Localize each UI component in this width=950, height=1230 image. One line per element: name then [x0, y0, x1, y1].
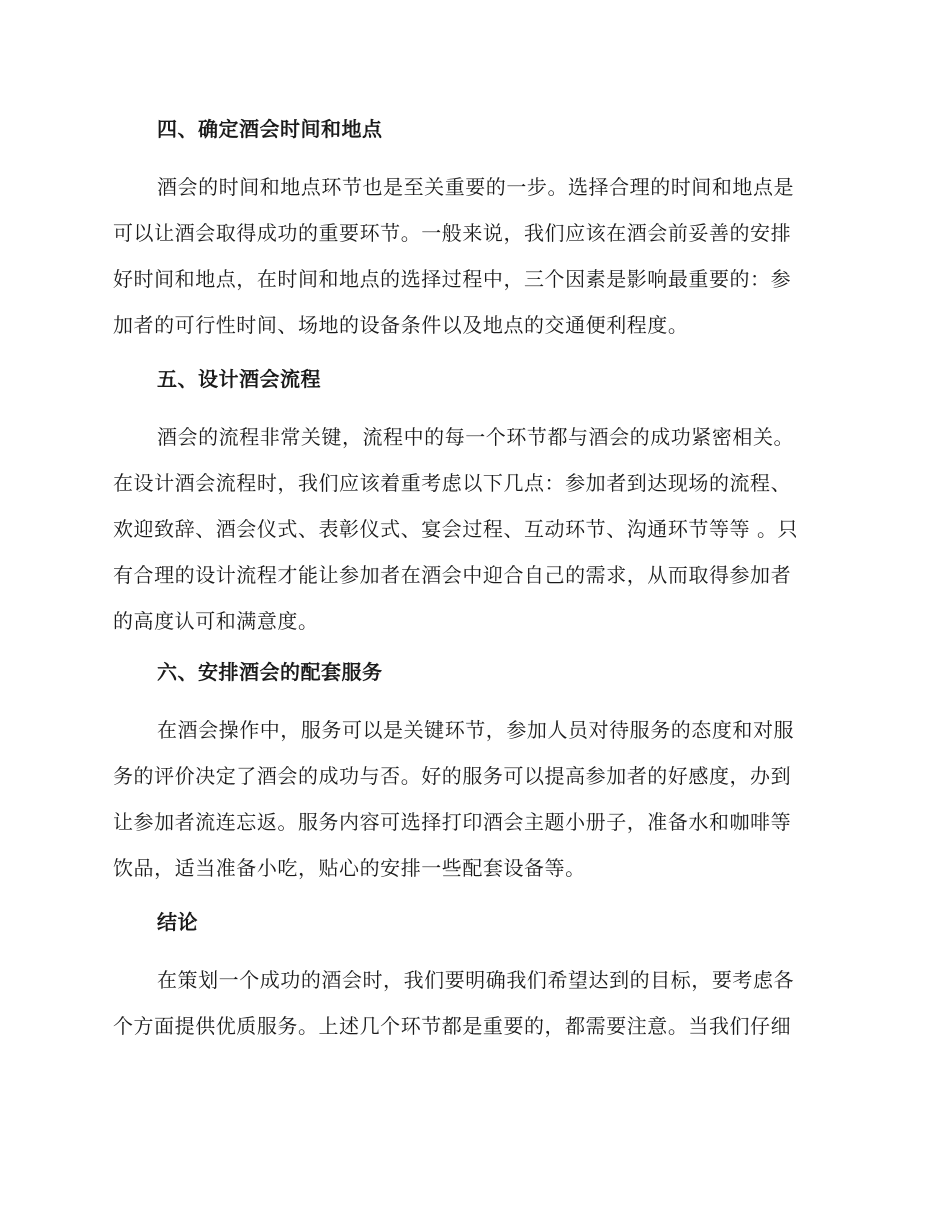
paragraph-line: 个方面提供优质服务。上述几个环节都是重要的，都需要注意。当我们仔细	[113, 1014, 792, 1038]
paragraph-line: 加者的可行性时间、场地的设备条件以及地点的交通便利程度。	[113, 313, 689, 337]
paragraph-line: 在酒会操作中，服务可以是关键环节，参加人员对待服务的态度和对服	[157, 718, 795, 742]
section-paragraph-services	[113, 707, 843, 891]
section-heading-services: 六、安排酒会的配套服务	[157, 660, 383, 684]
section-paragraph-design-flow	[113, 414, 843, 644]
paragraph-line: 酒会的时间和地点环节也是至关重要的一步。选择合理的时间和地点是	[157, 175, 795, 199]
paragraph-line: 有合理的设计流程才能让参加者在酒会中迎合自己的需求，从而取得参加者	[113, 563, 792, 587]
paragraph-line: 在策划一个成功的酒会时，我们要明确我们希望达到的目标，要考虑各	[157, 968, 795, 992]
paragraph-line: 在设计酒会流程时，我们应该着重考虑以下几点：参加者到达现场的流程、	[113, 471, 792, 495]
paragraph-line: 欢迎致辞、酒会仪式、表彰仪式、宴会过程、互动环节、沟通环节等等 。只	[113, 517, 799, 541]
section-heading-conclusion: 结论	[157, 910, 198, 934]
paragraph-line: 饮品，适当准备小吃，贴心的安排一些配套设备等。	[113, 856, 586, 880]
section-heading-design-flow: 五、设计酒会流程	[157, 367, 321, 391]
paragraph-line: 的高度认可和满意度。	[113, 609, 319, 633]
paragraph-line: 务的评价决定了酒会的成功与否。好的服务可以提高参加者的好感度，办到	[113, 764, 792, 788]
paragraph-line: 好时间和地点，在时间和地点的选择过程中，三个因素是影响最重要的：参	[113, 267, 792, 291]
section-paragraph-time-location	[113, 164, 843, 348]
section-paragraph-conclusion	[113, 957, 843, 1049]
section-heading-time-location: 四、确定酒会时间和地点	[157, 117, 383, 141]
paragraph-line: 酒会的流程非常关键，流程中的每一个环节都与酒会的成功紧密相关。	[157, 425, 795, 449]
paragraph-line: 让参加者流连忘返。服务内容可选择打印酒会主题小册子，准备水和咖啡等	[113, 810, 792, 834]
paragraph-line: 可以让酒会取得成功的重要环节。一般来说，我们应该在酒会前妥善的安排	[113, 221, 792, 245]
